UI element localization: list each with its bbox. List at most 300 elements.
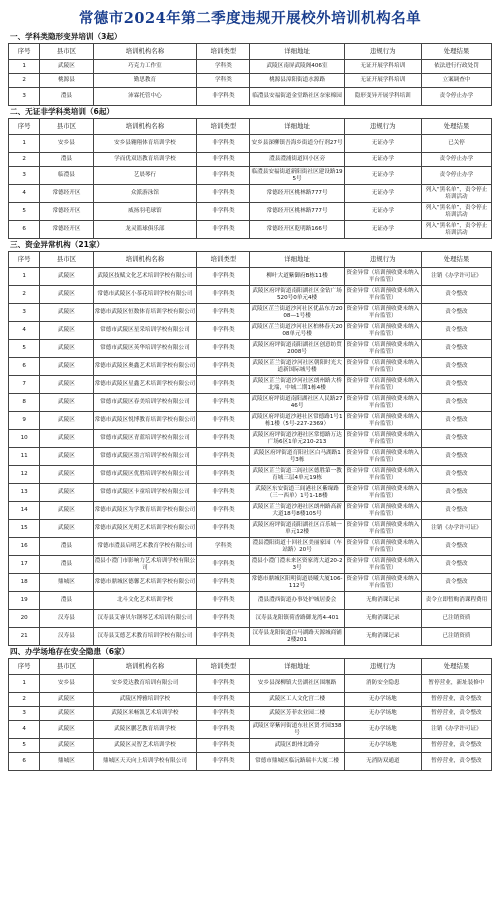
col-district: 武陵区 <box>40 721 93 739</box>
col-index: 15 <box>9 520 40 538</box>
table-row <box>9 358 492 376</box>
col-address: 桃源县漳阳街道水源路 <box>250 74 344 88</box>
table-row <box>9 412 492 430</box>
col-result: 责令整改 <box>421 484 491 502</box>
table-row <box>9 448 492 466</box>
col-type: 非学科类 <box>197 693 250 707</box>
header-col-index: 序号 <box>9 44 40 60</box>
col-result: 责令整改 <box>421 556 491 574</box>
table-row <box>9 167 492 185</box>
header-col-violation: 违规行为 <box>344 252 421 268</box>
col-district: 安乡县 <box>40 675 93 693</box>
col-type: 非学科类 <box>197 556 250 574</box>
col-violation: 资金异常（培训预收费未纳入平台监管） <box>344 556 421 574</box>
col-index: 4 <box>9 721 40 739</box>
header-col-result: 处理结果 <box>421 44 491 60</box>
table-row <box>9 60 492 74</box>
col-violation: 无购消课记录 <box>344 610 421 628</box>
col-district: 汉寿县 <box>40 610 93 628</box>
col-district: 桃源县 <box>40 74 93 88</box>
col-violation: 资金异常（培训预收费未纳入平台监管） <box>344 376 421 394</box>
col-violation: 无办学场地 <box>344 693 421 707</box>
col-address: 柳叶大道紫御府B栋11楼 <box>250 268 344 286</box>
col-address: 常德经开区桃林路777号 <box>250 185 344 203</box>
col-index: 4 <box>9 185 40 203</box>
header-col-institution: 培训机构名称 <box>93 252 197 268</box>
section-table <box>8 43 492 106</box>
col-index: 2 <box>9 286 40 304</box>
table-row <box>9 502 492 520</box>
col-index: 6 <box>9 753 40 771</box>
col-violation: 资金异常（培训预收费未纳入平台监管） <box>344 394 421 412</box>
col-index: 3 <box>9 707 40 721</box>
col-district: 武陵区 <box>40 304 93 322</box>
table-row <box>9 538 492 556</box>
table-row <box>9 74 492 88</box>
col-violation: 资金异常（培训预收费未纳入平台监管） <box>344 340 421 358</box>
table-row <box>9 610 492 628</box>
col-district: 武陵区 <box>40 707 93 721</box>
col-address: 武陵区芷兰街道沙河社区朗州路大桥北端，中城二期1栋4楼 <box>250 376 344 394</box>
col-result: 责令整改 <box>421 502 491 520</box>
table-row <box>9 340 492 358</box>
col-violation: 消防安全隐患 <box>344 675 421 693</box>
header-col-type: 培训类型 <box>197 659 250 675</box>
col-type: 非学科类 <box>197 466 250 484</box>
col-institution: 常德市武陵区优胜培训学校有限公司 <box>93 466 197 484</box>
col-result: 列入“黑名单”，责令停止培训活动 <box>421 203 491 221</box>
table-row <box>9 394 492 412</box>
col-address: 常德经开区乾明路166号 <box>250 221 344 239</box>
col-address: 澧县澧浦街道回小区旁 <box>250 153 344 167</box>
col-institution: 常德市澧县启明艺术教育学校有限公司 <box>93 538 197 556</box>
col-address: 武陵区朗州北路旁 <box>250 739 344 753</box>
col-institution: 艺晨琴行 <box>93 167 197 185</box>
table-row <box>9 430 492 448</box>
col-district: 武陵区 <box>40 60 93 74</box>
col-district: 武陵区 <box>40 340 93 358</box>
header-col-address: 详细地址 <box>250 119 344 135</box>
col-violation: 无证开展学科培训 <box>344 74 421 88</box>
col-institution: 常德市武陵区为学教育培训学校有限公司 <box>93 502 197 520</box>
col-violation: 资金异常（培训预收费未纳入平台监管） <box>344 574 421 592</box>
col-district: 武陵区 <box>40 502 93 520</box>
col-type: 学科类 <box>197 60 250 74</box>
col-violation: 无办学场地 <box>344 721 421 739</box>
col-result: 注销《办学许可证》 <box>421 721 491 739</box>
col-district: 武陵区 <box>40 394 93 412</box>
col-index: 7 <box>9 376 40 394</box>
col-institution: 汉寿县艾德艺术教育培训学校有限公司 <box>93 628 197 646</box>
col-violation: 无证开展学科培训 <box>344 60 421 74</box>
section-title: 二、无证非学科类培训（6起） <box>10 107 115 116</box>
col-district: 武陵区 <box>40 520 93 538</box>
col-institution: 常德市武陵区青蓝培训学校有限公司 <box>93 430 197 448</box>
col-district: 澧县 <box>40 556 93 574</box>
col-district: 鼎城区 <box>40 753 93 771</box>
col-district: 临澧县 <box>40 167 93 185</box>
col-type: 非学科类 <box>197 322 250 340</box>
col-violation: 无消防双通道 <box>344 753 421 771</box>
col-institution: 常德市武陵区墨言培训学校有限公司 <box>93 448 197 466</box>
col-address: 临澧县安福街道新阳街社区建设路195号 <box>250 167 344 185</box>
col-result: 责令整改 <box>421 412 491 430</box>
col-violation: 无证办学 <box>344 135 421 153</box>
col-address: 澧县澧阳街道十回社区美丽家园（车站路）20号 <box>250 538 344 556</box>
col-address: 汉寿县龙阳街道白马湖路天源城商铺2楼201 <box>250 628 344 646</box>
col-address: 澧县澧西街道办事处护城居委会 <box>250 592 344 610</box>
col-result: 已注销资质 <box>421 610 491 628</box>
col-index: 20 <box>9 610 40 628</box>
col-type: 非学科类 <box>197 376 250 394</box>
col-type: 非学科类 <box>197 153 250 167</box>
col-address: 武陵区工人文化宫二楼 <box>250 693 344 707</box>
header-col-violation: 违规行为 <box>344 119 421 135</box>
col-index: 2 <box>9 74 40 88</box>
table-row <box>9 707 492 721</box>
col-type: 非学科类 <box>197 610 250 628</box>
col-index: 9 <box>9 412 40 430</box>
col-violation: 隐形变异开展学科培训 <box>344 88 421 106</box>
header-col-address: 详细地址 <box>250 252 344 268</box>
col-type: 非学科类 <box>197 135 250 153</box>
col-type: 非学科类 <box>197 268 250 286</box>
col-institution: 武陵区灵智艺术培训学校 <box>93 739 197 753</box>
col-institution: 沛霖托管中心 <box>93 88 197 106</box>
col-result: 责令停止办学 <box>421 153 491 167</box>
col-type: 非学科类 <box>197 203 250 221</box>
col-address: 武陵区芷兰街道沙河社区朝阳时光大道新国际城号楼 <box>250 358 344 376</box>
col-district: 武陵区 <box>40 358 93 376</box>
table-row <box>9 268 492 286</box>
header-col-institution: 培训机构名称 <box>93 44 197 60</box>
col-result: 暂停营业，责令整改 <box>421 693 491 707</box>
col-index: 19 <box>9 592 40 610</box>
col-index: 1 <box>9 675 40 693</box>
col-violation: 无办学场地 <box>344 707 421 721</box>
col-address: 武陵区府坪街道南阳湖社区百乐城一单元12楼 <box>250 520 344 538</box>
header-col-institution: 培训机构名称 <box>93 119 197 135</box>
table-row <box>9 221 492 239</box>
table-header-row <box>9 659 492 675</box>
table-header-row <box>9 119 492 135</box>
col-type: 非学科类 <box>197 502 250 520</box>
col-institution: 众派游泳馆 <box>93 185 197 203</box>
col-district: 武陵区 <box>40 322 93 340</box>
col-index: 11 <box>9 448 40 466</box>
col-violation: 无证办学 <box>344 153 421 167</box>
table-row <box>9 286 492 304</box>
col-district: 澧县 <box>40 153 93 167</box>
section-title: 四、办学场地存在安全隐患（6家） <box>10 647 130 656</box>
col-institution: 澧县小澧门市影响力艺术培训学校有限公司 <box>93 556 197 574</box>
header-col-district: 县市区 <box>40 119 93 135</box>
col-address: 武陵区府坪街道南阳湖社区人民路2746号 <box>250 394 344 412</box>
col-result: 责令停止办学 <box>421 167 491 185</box>
col-institution: 北斗文化艺术培训学校 <box>93 592 197 610</box>
col-index: 1 <box>9 60 40 74</box>
col-address: 武陵区府坪街道沙港社区常德路1号1栋1楼（5号-227-2369） <box>250 412 344 430</box>
table-row <box>9 376 492 394</box>
col-institution: 鼎城区天天向上培训学校有限公司 <box>93 753 197 771</box>
header-col-index: 序号 <box>9 119 40 135</box>
col-address: 武陵区府坪街道沙港社区常德路万达广场6区1单元210-213 <box>250 430 344 448</box>
col-result: 责令整改 <box>421 286 491 304</box>
col-result: 责令整改 <box>421 376 491 394</box>
table-row <box>9 304 492 322</box>
col-result: 责令整改 <box>421 358 491 376</box>
col-type: 学科类 <box>197 538 250 556</box>
header-col-result: 处理结果 <box>421 119 491 135</box>
section-table <box>8 658 492 771</box>
header-col-institution: 培训机构名称 <box>93 659 197 675</box>
col-result: 列入“黑名单”，责令停止培训活动 <box>421 221 491 239</box>
col-result: 已关停 <box>421 135 491 153</box>
col-type: 非学科类 <box>197 628 250 646</box>
col-district: 常德经开区 <box>40 203 93 221</box>
col-district: 武陵区 <box>40 412 93 430</box>
col-district: 武陵区 <box>40 693 93 707</box>
col-violation: 资金异常（培训预收费未纳入平台监管） <box>344 520 421 538</box>
col-violation: 资金异常（培训预收费未纳入平台监管） <box>344 304 421 322</box>
col-index: 18 <box>9 574 40 592</box>
col-institution: 威扬羽毛球馆 <box>93 203 197 221</box>
col-result: 注销《办学许可证》 <box>421 268 491 286</box>
col-institution: 常德市武陵区奥鑫艺术培训学校有限公司 <box>93 358 197 376</box>
col-type: 非学科类 <box>197 592 250 610</box>
col-index: 5 <box>9 340 40 358</box>
col-address: 常德市鼎城区阳明街道晨曦大厦106-112号 <box>250 574 344 592</box>
col-result: 暂停营业，责令整改 <box>421 753 491 771</box>
col-violation: 资金异常（培训预收费未纳入平台监管） <box>344 502 421 520</box>
table-row <box>9 592 492 610</box>
col-violation: 无证办学 <box>344 185 421 203</box>
col-institution: 常德市武陵区卡童培训学校有限公司 <box>93 484 197 502</box>
document-body <box>8 31 492 771</box>
header-col-address: 详细地址 <box>250 659 344 675</box>
col-address: 武陵区东安街道三闾港社区紫缘路（三一西单）1号1-18楼 <box>250 484 344 502</box>
col-institution: 武陵区技赋文化艺术培训学校有限公司 <box>93 268 197 286</box>
col-district: 常德经开区 <box>40 185 93 203</box>
col-type: 非学科类 <box>197 185 250 203</box>
col-result: 暂停营业，责令整改 <box>421 707 491 721</box>
col-index: 16 <box>9 538 40 556</box>
col-result: 注销《办学许可证》 <box>421 520 491 538</box>
col-district: 武陵区 <box>40 430 93 448</box>
col-institution: 常德市武陵区星鑫艺术培训学校有限公司 <box>93 376 197 394</box>
col-violation: 资金异常（培训预收费未纳入平台监管） <box>344 448 421 466</box>
col-result: 立案调查中 <box>421 74 491 88</box>
col-index: 5 <box>9 203 40 221</box>
section-title: 三、资金异常机构（21家） <box>10 240 105 249</box>
col-address: 安乡县深柳镇大岳湖社区围堰路 <box>250 675 344 693</box>
table-row <box>9 520 492 538</box>
header-col-type: 培训类型 <box>197 44 250 60</box>
col-district: 武陵区 <box>40 286 93 304</box>
col-index: 5 <box>9 739 40 753</box>
col-institution: 巧克力工作室 <box>93 60 197 74</box>
section-title: 一、学科类隐形变异培训（3起） <box>10 32 122 41</box>
col-violation: 无证办学 <box>344 203 421 221</box>
col-district: 汉寿县 <box>40 628 93 646</box>
header-col-district: 县市区 <box>40 659 93 675</box>
col-index: 8 <box>9 394 40 412</box>
col-result: 责令整改 <box>421 538 491 556</box>
table-row <box>9 466 492 484</box>
col-index: 21 <box>9 628 40 646</box>
col-institution: 勤思教育 <box>93 74 197 88</box>
col-result: 责令停止办学 <box>421 88 491 106</box>
col-result: 责令整改 <box>421 466 491 484</box>
col-index: 13 <box>9 484 40 502</box>
header-col-violation: 违规行为 <box>344 44 421 60</box>
col-address: 武陵区南屏武陵阁406室 <box>250 60 344 74</box>
col-result: 列入“黑名单”，责令停止培训活动 <box>421 185 491 203</box>
col-institution: 常德市武陵区小茶花培训学校有限公司 <box>93 286 197 304</box>
col-type: 非学科类 <box>197 574 250 592</box>
col-index: 10 <box>9 430 40 448</box>
col-result: 暂停营业，新址装修中 <box>421 675 491 693</box>
col-type: 学科类 <box>197 74 250 88</box>
col-index: 1 <box>9 135 40 153</box>
col-address: 安乡县深柳镇吾海乡街道分行剂27号 <box>250 135 344 153</box>
col-type: 非学科类 <box>197 304 250 322</box>
col-violation: 资金异常（培训预收费未纳入平台监管） <box>344 358 421 376</box>
col-district: 武陵区 <box>40 376 93 394</box>
col-type: 非学科类 <box>197 484 250 502</box>
col-institution: 常德市武陵区春美培训学校有限公司 <box>93 394 197 412</box>
header-col-district: 县市区 <box>40 44 93 60</box>
table-row <box>9 693 492 707</box>
col-address: 常德市鼎城区临沅路瑞丰大厦二楼 <box>250 753 344 771</box>
col-result: 责令整改 <box>421 574 491 592</box>
col-type: 非学科类 <box>197 721 250 739</box>
table-row <box>9 153 492 167</box>
table-header-row <box>9 252 492 268</box>
col-type: 非学科类 <box>197 412 250 430</box>
table-row <box>9 628 492 646</box>
col-institution: 常德市武陵区悦博教育培训学校有限公司 <box>93 412 197 430</box>
header-col-result: 处理结果 <box>421 659 491 675</box>
col-district: 澧县 <box>40 88 93 106</box>
col-violation: 资金异常（培训预收费未纳入平台监管） <box>344 268 421 286</box>
col-violation: 资金异常（培训预收费未纳入平台监管） <box>344 322 421 340</box>
col-violation: 无证办学 <box>344 167 421 185</box>
col-type: 非学科类 <box>197 675 250 693</box>
col-index: 2 <box>9 693 40 707</box>
table-row <box>9 203 492 221</box>
col-type: 非学科类 <box>197 739 250 753</box>
col-district: 鼎城区 <box>40 574 93 592</box>
col-address: 汉寿县龙阳镇荷香路御龙湾4-401 <box>250 610 344 628</box>
col-index: 1 <box>9 268 40 286</box>
col-institution: 常德市武陵区星采培训学校有限公司 <box>93 322 197 340</box>
table-row <box>9 739 492 753</box>
col-address: 澧县小澧门澧未来区资家湾大道20-23号 <box>250 556 344 574</box>
header-col-type: 培训类型 <box>197 119 250 135</box>
col-district: 澧县 <box>40 592 93 610</box>
col-address: 武陵区府坪街道南阳湖社区创意纺贸2008号 <box>250 340 344 358</box>
col-district: 武陵区 <box>40 466 93 484</box>
header-col-index: 序号 <box>9 659 40 675</box>
col-type: 非学科类 <box>197 286 250 304</box>
col-district: 澧县 <box>40 538 93 556</box>
header-col-type: 培训类型 <box>197 252 250 268</box>
col-index: 14 <box>9 502 40 520</box>
table-header-row <box>9 44 492 60</box>
col-institution: 学而优双语教育培训学校 <box>93 153 197 167</box>
col-result: 责令整改 <box>421 430 491 448</box>
table-row <box>9 135 492 153</box>
section-table <box>8 118 492 239</box>
col-violation: 无购消课记录 <box>344 628 421 646</box>
col-type: 非学科类 <box>197 394 250 412</box>
col-type: 非学科类 <box>197 520 250 538</box>
table-row <box>9 753 492 771</box>
col-type: 非学科类 <box>197 167 250 185</box>
col-result: 责令立即暂购消课程费用 <box>421 592 491 610</box>
header-col-index: 序号 <box>9 252 40 268</box>
col-index: 12 <box>9 466 40 484</box>
col-index: 4 <box>9 322 40 340</box>
header-col-district: 县市区 <box>40 252 93 268</box>
col-district: 武陵区 <box>40 448 93 466</box>
header-col-address: 详细地址 <box>250 44 344 60</box>
col-violation: 资金异常（培训预收费未纳入平台监管） <box>344 484 421 502</box>
col-type: 非学科类 <box>197 340 250 358</box>
col-address: 武陵区府坪街道南阳湖社区金钻广场520号0单元4楼 <box>250 286 344 304</box>
col-institution: 常德市鼎城区德馨艺术培训学校有限公司 <box>93 574 197 592</box>
col-type: 非学科类 <box>197 707 250 721</box>
col-address: 武陵区芷兰街道沙港社区朗州路高新大道18号8楼105号 <box>250 502 344 520</box>
col-institution: 常德市武陵区恒数体育培训学校有限公司 <box>93 304 197 322</box>
col-result: 责令整改 <box>421 322 491 340</box>
col-address: 武陵区芷兰街道三闾社区德胜第一教育城三层4单元19栋 <box>250 466 344 484</box>
col-address: 武陵区芷兰街道沙河社区柏林春天2008单元号楼 <box>250 322 344 340</box>
col-violation: 无购消课记录 <box>344 592 421 610</box>
col-index: 2 <box>9 153 40 167</box>
col-index: 6 <box>9 221 40 239</box>
col-institution: 安乡爱达教育培训有限公司 <box>93 675 197 693</box>
col-address: 武陵区芳菲农业园二楼 <box>250 707 344 721</box>
col-institution: 常德市武陵区英华培训学校有限公司 <box>93 340 197 358</box>
col-address: 武陵区府坪街道育阳社区白马湖路1号3栋 <box>250 448 344 466</box>
table-row <box>9 185 492 203</box>
header-col-result: 处理结果 <box>421 252 491 268</box>
table-row <box>9 721 492 739</box>
col-violation: 无证办学 <box>344 221 421 239</box>
col-index: 17 <box>9 556 40 574</box>
col-address: 临澧县安福街道金堂路社区奈家棉园 <box>250 88 344 106</box>
col-index: 3 <box>9 88 40 106</box>
col-type: 非学科类 <box>197 221 250 239</box>
col-institution: 龙灵篮球俱乐部 <box>93 221 197 239</box>
col-violation: 无办学场地 <box>344 739 421 753</box>
col-result: 责令整改 <box>421 340 491 358</box>
table-row <box>9 675 492 693</box>
col-institution: 武陵区博雅培训学校 <box>93 693 197 707</box>
table-row <box>9 556 492 574</box>
col-institution: 常德市武陵区光明艺术培训学校有限公司 <box>93 520 197 538</box>
col-type: 非学科类 <box>197 430 250 448</box>
section-table <box>8 251 492 646</box>
col-type: 非学科类 <box>197 88 250 106</box>
col-index: 6 <box>9 358 40 376</box>
col-institution: 武陵区鹏艺教育培训学校 <box>93 721 197 739</box>
col-institution: 武陵区米畅凯艺术培训学校 <box>93 707 197 721</box>
col-institution: 汉寿县艾睿贝尔钢琴艺术培训有限公司 <box>93 610 197 628</box>
col-address: 武陵区芷兰街道沙河社区优品东方2008—1号楼 <box>250 304 344 322</box>
